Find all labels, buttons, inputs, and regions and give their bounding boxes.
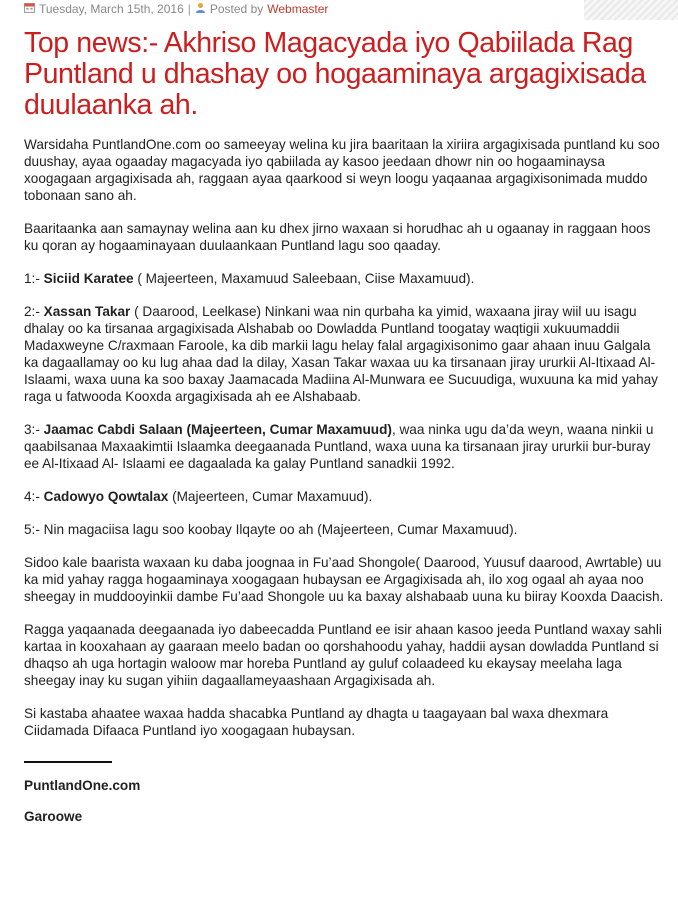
article-body (24, 136, 664, 839)
meta-separator: | (187, 2, 191, 16)
item-name: Xassan Takar (43, 304, 131, 319)
list-item (24, 421, 664, 472)
signature-divider (24, 761, 112, 763)
intro-paragraph: Warsidaha PuntlandOne.com oo sameeyay welina ku jira baaritaan la xiriira argagixisada puntland ku soo duushay, ayaa ogaaday magacyada iyo qabiilada ay kasoo jeedaan dhowr nin oo hogaaminaysa xoogagaan argagixisada ah, raggaan ayaa qaarkood si weyn loogu yaqaanaa argagixisonimada muddo tobonaan sano ah. (24, 137, 660, 203)
item-number: 3:- (24, 422, 40, 437)
list-item (24, 270, 664, 287)
list-item (24, 488, 664, 505)
item-details: ( Majeerteen, Maxamuud Saleebaan, Ciise Maxamuud). (133, 271, 475, 286)
item-number: 1:- (24, 271, 40, 286)
user-icon (195, 2, 206, 16)
outro-paragraph: Sidoo kale baarista waxaan ku daba joognaa in Fu’aad Shongole( Daarood, Yuusuf daarood, Awrtable) uu ka mid yahay ragga hogaaminaya xoogagaan hubaysan ee Argagixisada ah, ilo xog ogaal ah ayaa noo sheegay in muddooyinkii dambe Fu’aad Shongole uu ka baxay alshabaab uuna ku biiray Kooxda Daacish. (24, 555, 664, 604)
item-name: Cadowyo Qowtalax (43, 489, 169, 504)
post-meta (24, 2, 328, 16)
outro-paragraph: Ragga yaqaanada deegaanada iyo dabeecadda Puntland ee isir ahaan kasoo jeeda Puntland waxay sahli kartaa in kooxahaan ay gaaraan meelo badan oo qorshahoodu yahay, haddii aysan dowladda Puntland si dhaqso ah uga hortagin waloow mar horeba Puntland ay guluf colaadeed ku ekaysay meelaha laga sheegay inay ku sugan yihiin dagaallameyaashaan Argagixisada ah. (24, 622, 662, 688)
item-details: , waa ninka ugu da’da weyn, waana ninkii u qaabilsanaa Maxaakimtii Islaamka deegaanada Puntland, waxa uuna ka tirsanaan jiray ururkii bur-buray ee Al-Itixaad Al- Islaami ee dagaalada ka galay Puntland sanadkii 1992. (24, 422, 654, 471)
item-name: Jaamac Cabdi Salaan (Majeerteen, Cumar Maxamuud) (43, 422, 392, 437)
item-details: ( Daarood, Leelkase) Ninkani waa nin qurbaha ka yimid, waxaana jiray wiil uu isagu dhalay oo ka tirsanaa argagixisada Alshabab oo Dowladda Puntland toogatay waqtigii xukuumaddii Madaxweyne C/raxmaan Faroole, ka dib markii lagu helay falal argagixisonimo gaar ahaan inuu Galgala ka dagaallamay oo ku lug ahaa dad la dilay, Xasan Takar waxaa uu ka tirsanaan jiray ururkii Al-Itixaad Al-Islaami, waxa uuna ka soo baxay Jaamacada Madiina Al-Munwara ee Sucuudiga, wuxuuna ka mid yahay raga u fatwooda Kooxda argagixisada ah ee Alshabaab. (24, 304, 658, 404)
author-link[interactable]: Webmaster (267, 2, 329, 16)
list-item (24, 303, 664, 405)
item-details: Nin magaciisa lagu soo koobay Ilqayte oo ah (Majeerteen, Cumar Maxamuud). (39, 522, 518, 537)
intro-paragraph: Baaritaanka aan samaynay welina aan ku dhex jirno waxaan si horudhac ah u ogaanay in raggaan hoos ku qoran ay hogaaminayaan duulaankaan Puntland lagu soo qaaday. (24, 221, 651, 253)
item-number: 5:- (24, 522, 40, 537)
signature-source: PuntlandOne.com (24, 778, 141, 793)
calendar-icon (24, 2, 35, 16)
item-name: Siciid Karatee (43, 271, 134, 286)
post-date: Tuesday, March 15th, 2016 (39, 2, 184, 16)
item-number: 2:- (24, 304, 40, 319)
article-title: Top news:- Akhriso Magacyada iyo Qabiilada Rag Puntland u dhashay oo hogaaminaya argagixisada duulaanka ah. (24, 27, 646, 121)
outro-paragraph: Si kastaba ahaatee waxaa hadda shacabka Puntland ay dhagta u taagayaan bal waxa dhexmara Ciidamada Difaaca Puntland iyo xoogagaan hubaysan. (24, 706, 609, 738)
signature-place: Garoowe (24, 809, 83, 824)
list-item (24, 521, 664, 538)
posted-by-label: Posted by (209, 2, 264, 16)
sidebar-pattern (584, 0, 678, 20)
item-number: 4:- (24, 489, 40, 504)
item-details: (Majeerteen, Cumar Maxamuud). (168, 489, 373, 504)
